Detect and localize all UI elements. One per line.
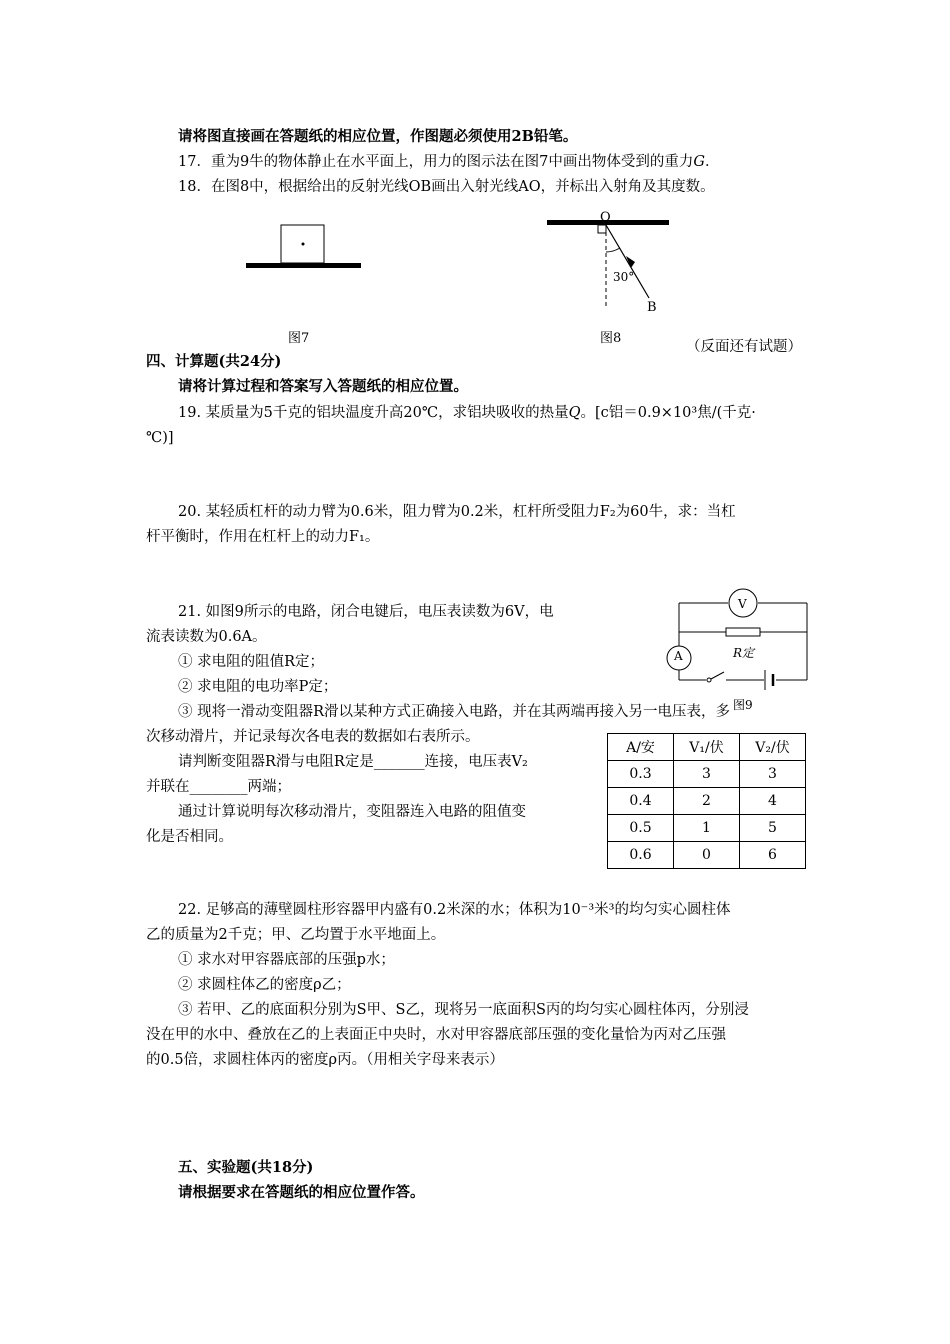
table-header: A/安 [608,734,674,761]
fig9-label-r: R定 [733,646,755,660]
q19-text: 19. 某质量为5千克的铝块温度升高20℃，求铝块吸收的热量 [178,405,569,421]
table-row [608,761,806,788]
question-21-sub1: ① 求电阻的阻值R定； [178,654,325,670]
question-21-calc-line1: 通过计算说明每次移动滑片，变阻器连入电路的阻值变 [178,804,526,820]
fig9-label-v: V [738,597,747,611]
exp-instruction: 请根据要求在答题纸的相应位置作答。 [178,1184,425,1201]
switch-icon [707,678,711,682]
question-22-sub2: ② 求圆柱体乙的密度ρ乙； [178,977,351,993]
table-cell: 0.5 [608,815,674,842]
table-row [608,815,806,842]
q19-formula: 。[c铝＝0.9×10³焦/(千克· [580,405,756,421]
q19-var: Q [568,405,581,421]
table-row [608,842,806,869]
fig8-angle-arc [606,248,620,252]
question-21-sub3-line1: ③ 现将一滑动变阻器R滑以某种方式正确接入电路，并在其两端再接入另一电压表，多 [178,704,731,720]
question-22-sub3-line3: 的0.5倍，求圆柱体丙的密度ρ丙。（用相关字母来表示） [146,1052,504,1068]
table-cell: 6 [740,842,806,869]
question-22-line2: 乙的质量为2千克；甲、乙均置于水平地面上。 [146,927,446,943]
question-19-line1 [178,403,756,423]
question-21-line2: 流表读数为0.6A。 [146,629,267,645]
table-header: V₂/伏 [740,734,806,761]
question-21-sub2: ② 求电阻的电功率P定； [178,679,338,695]
question-21-line1: 21. 如图9所示的电路，闭合电键后，电压表读数为6V，电 [178,604,554,620]
switch-blade [711,672,724,679]
fig7-ground [246,263,361,268]
question-21-sub3-line2: 次移动滑片，并记录每次各电表的数据如右表所示。 [146,729,480,745]
question-22-sub3-line1: ③ 若甲、乙的底面积分别为S甲、S乙，现将另一底面积S丙的均匀实心圆柱体丙，分别浸 [178,1002,749,1018]
drawing-instruction: 请将图直接画在答题纸的相应位置，作图题必须使用2B铅笔。 [178,128,578,145]
question-17: 17．重为9牛的物体静止在水平面上，用力的图示法在图7中画出物体受到的重力G． [178,154,720,170]
fig8-label-o: O [600,210,611,225]
question-19-line2: ℃)] [146,430,174,446]
fig8-reflected-ray [606,225,649,298]
table-header-row [608,734,806,761]
fig9-label-a: A [674,649,683,663]
reverse-note: （反面还有试题） [686,339,802,355]
fig8-label-b: B [647,300,657,315]
table-cell: 5 [740,815,806,842]
table-cell: 2 [674,788,740,815]
question-21-judge-line2: 并联在________两端； [146,779,291,795]
question-20-line1: 20. 某轻质杠杆的动力臂为0.6米，阻力臂为0.2米，杠杆所受阻力F₂为60牛，求：当杠 [178,504,736,520]
fig8-caption: 图8 [600,331,622,346]
table-cell: 0 [674,842,740,869]
calc-instruction: 请将计算过程和答案写入答题纸的相应位置。 [178,378,468,395]
table-cell: 0.3 [608,761,674,788]
calc-section-title: 四、计算题(共24分) [146,353,282,370]
question-17-var: G [693,154,705,170]
fig8-right-angle [598,225,606,233]
question-17-text: 17．重为9牛的物体静止在水平面上，用力的图示法在图7中画出物体受到的重力 [178,154,694,170]
table-cell: 3 [740,761,806,788]
figure-7 [245,224,365,274]
table-cell: 4 [740,788,806,815]
table-cell: 3 [674,761,740,788]
table-cell: 1 [674,815,740,842]
data-table [607,733,806,869]
fig7-center-dot [302,243,305,246]
exp-section-title: 五、实验题(共18分) [178,1159,314,1176]
fig7-caption: 图7 [288,331,310,346]
question-22-sub1: ① 求水对甲容器底部的压强p水； [178,952,395,968]
table-cell: 0.4 [608,788,674,815]
resistor-icon [726,628,760,636]
question-20-line2: 杆平衡时，作用在杠杆上的动力F₁。 [146,529,380,545]
fig8-angle-label: 30° [613,270,635,284]
question-21-calc-line2: 化是否相同。 [146,829,233,845]
question-22-sub3-line2: 没在甲的水中、叠放在乙的上表面正中央时，水对甲容器底部压强的变化量恰为丙对乙压强 [146,1027,726,1043]
fig9-caption: 图9 [733,698,753,712]
table-cell: 0.6 [608,842,674,869]
table-header: V₁/伏 [674,734,740,761]
question-21-judge-line1: 请判断变阻器R滑与电阻R定是_______连接，电压表V₂ [178,754,528,770]
question-18: 18．在图8中，根据给出的反射光线OB画出入射光线AO，并标出入射角及其度数。 [178,179,715,195]
table-row [608,788,806,815]
question-22-line1: 22. 足够高的薄壁圆柱形容器甲内盛有0.2米深的水；体积为10⁻³米³的均匀实心圆柱体 [178,902,731,918]
